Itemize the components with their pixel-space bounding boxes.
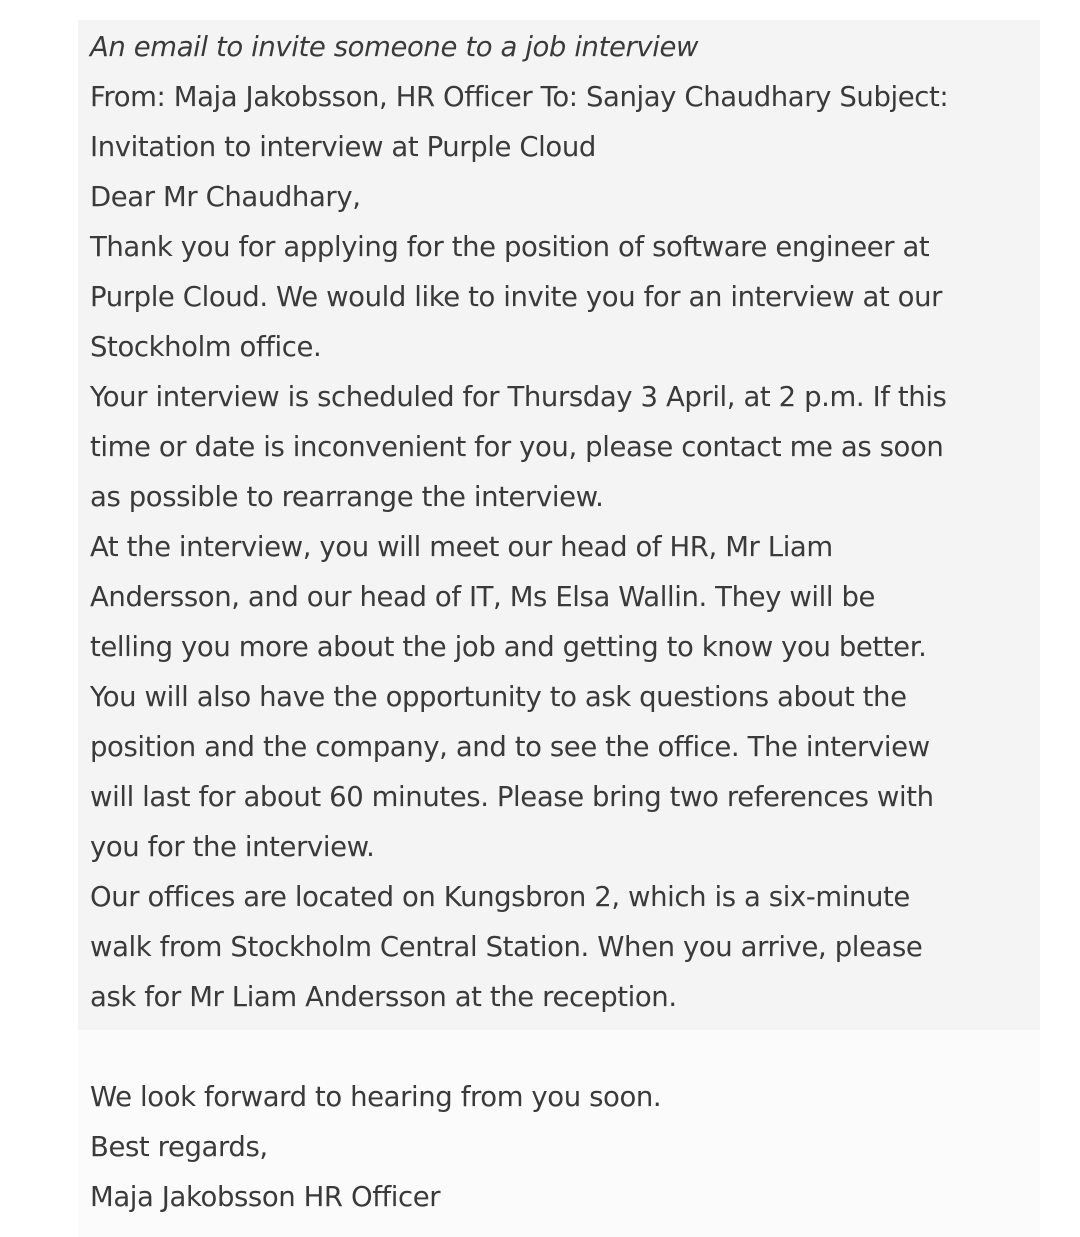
paragraph3-line: At the interview, you will meet our head of HR, Mr Liam xyxy=(90,531,833,563)
paragraph2-line: Your interview is scheduled for Thursday 3 April, at 2 p.m. If this xyxy=(90,381,947,413)
paragraph4-line: walk from Stockholm Central Station. When you arrive, please xyxy=(90,931,923,963)
paragraph3-line: You will also have the opportunity to ask questions about the xyxy=(90,681,907,713)
paragraph4-line: ask for Mr Liam Andersson at the reception. xyxy=(90,981,677,1013)
email-header-line: From: Maja Jakobsson, HR Officer To: Sanjay Chaudhary Subject: xyxy=(90,81,949,113)
closing-line: We look forward to hearing from you soon. xyxy=(90,1081,662,1113)
paragraph3-line: will last for about 60 minutes. Please bring two references with xyxy=(90,781,934,813)
paragraph1-line: Thank you for applying for the position of software engineer at xyxy=(90,231,930,263)
paragraph3-line: you for the interview. xyxy=(90,831,375,863)
email-document xyxy=(90,22,1040,1222)
paragraph3-line: Andersson, and our head of IT, Ms Elsa Wallin. They will be xyxy=(90,581,876,613)
paragraph2-line: as possible to rearrange the interview. xyxy=(90,481,604,513)
signature: Maja Jakobsson HR Officer xyxy=(90,1181,441,1213)
blank-line xyxy=(90,1022,1040,1072)
paragraph3-line: position and the company, and to see the office. The interview xyxy=(90,731,930,763)
paragraph1-line: Purple Cloud. We would like to invite you for an interview at our xyxy=(90,281,943,313)
document-title: An email to invite someone to a job interview xyxy=(90,31,699,63)
signoff: Best regards, xyxy=(90,1131,268,1163)
paragraph1-line: Stockholm office. xyxy=(90,331,322,363)
paragraph2-line: time or date is inconvenient for you, please contact me as soon xyxy=(90,431,944,463)
paragraph3-line: telling you more about the job and getting to know you better. xyxy=(90,631,927,663)
paragraph4-line: Our offices are located on Kungsbron 2, which is a six-minute xyxy=(90,881,910,913)
email-header-line: Invitation to interview at Purple Cloud xyxy=(90,131,596,163)
greeting: Dear Mr Chaudhary, xyxy=(90,181,361,213)
